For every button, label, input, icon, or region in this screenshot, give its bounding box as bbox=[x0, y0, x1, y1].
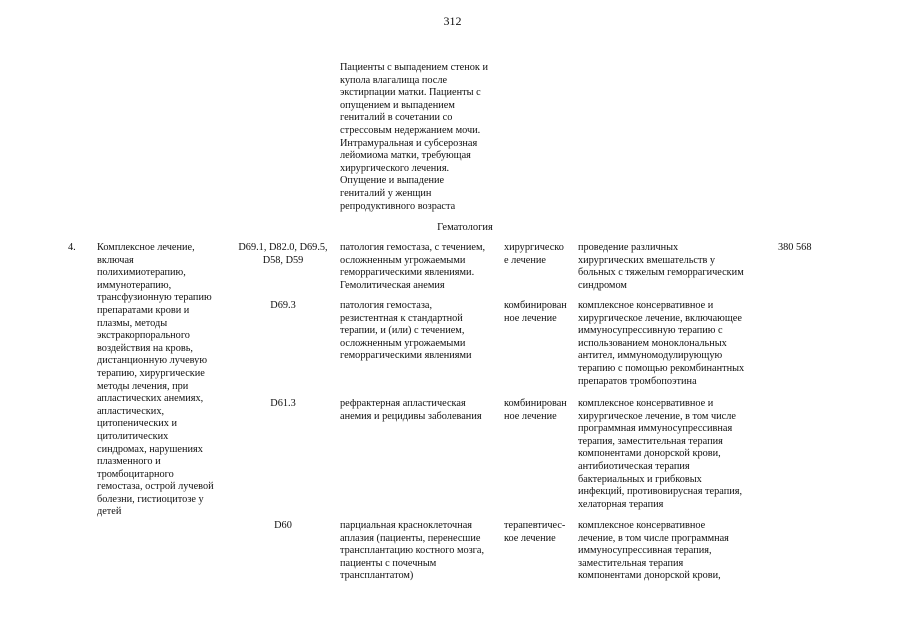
treatment-type: комбинирован ное лечение bbox=[504, 300, 567, 324]
icd-code: D69.3 bbox=[270, 300, 296, 311]
treatment-method: комплексное консервативное и хирургическое лечение, включающее иммуносупрессивную терапию с использованием моноклональных антител, иммуномодулирующую терапию с помощью рекомбинантных препаратов тромбопоэтина bbox=[578, 300, 745, 387]
treatment-method: комплексное консервативное и хирургическое лечение, в том числе программная иммуносупрессивная терапия, заместительная терапия компонентами донорской крови, антибиотическая терапия бактериальных и грибковых инфекций, противовирусная терапия, хелаторная терапия bbox=[578, 398, 743, 510]
treatment-method: проведение различных хирургических вмешательств у больных с тяжелым геморрагическим синдромом bbox=[578, 242, 744, 291]
treatment-type: комбинирован ное лечение bbox=[504, 398, 567, 422]
treatment-method: комплексное консервативное лечение, в том числе программная иммуносупрессивная терапия, заместительная терапия компонентами донорской крови, bbox=[578, 520, 729, 582]
patient-model-continued: Пациенты с выпадением стенок и купола влагалища после экстирпации матки. Пациенты с опущением и выпадением гениталий в сочетании со стрессовым недержанием мочи. Интрамуральная и субсерозная лейомиома матки, требующая хирургического лечения. Опущение и выпадение гениталий у женщин репродуктивного возраста bbox=[340, 62, 488, 212]
icd-code: D61.3 bbox=[270, 398, 296, 409]
treatment-name: Комплексное лечение, включая полихимиотерапию, иммунотерапию, трансфузионную терапию препаратами крови и плазмы, методы экстракорпорального воздействия на кровь, дистанционную лучевую терапию, хирургические методы лечения, при апластических анемиях, апластических, цитопенических и цитолитических синдромах, нарушениях плазменного и тромбоцитарного гемостаза, острой лучевой болезни, гистиоцитозе у детей bbox=[97, 242, 214, 518]
patient-model: патология гемостаза, резистентная к стандартной терапии, и (или) с течением, осложненным угрожаемыми геморрагическими явлениями bbox=[340, 300, 472, 362]
page-number: 312 bbox=[443, 14, 462, 28]
icd-code: D69.1, D82.0, D69.5, D58, D59 bbox=[238, 242, 328, 266]
patient-model: рефрактерная апластическая анемия и рецидивы заболевания bbox=[340, 398, 482, 422]
treatment-type: терапевтичес- кое лечение bbox=[504, 520, 566, 544]
section-title: Гематология bbox=[437, 222, 493, 233]
patient-model: патология гемостаза, с течением, осложненным угрожаемыми геморрагическими явлениями. Гемолитическая анемия bbox=[340, 242, 486, 291]
cost-value: 380 568 bbox=[778, 242, 812, 253]
row-number: 4. bbox=[68, 242, 76, 253]
patient-model: парциальная красноклеточная аплазия (пациенты, перенесшие трансплантацию костного мозга, пациенты с почечным трансплантатом) bbox=[340, 520, 485, 582]
treatment-type: хирургическо е лечение bbox=[504, 242, 564, 266]
icd-code: D60 bbox=[274, 520, 292, 531]
